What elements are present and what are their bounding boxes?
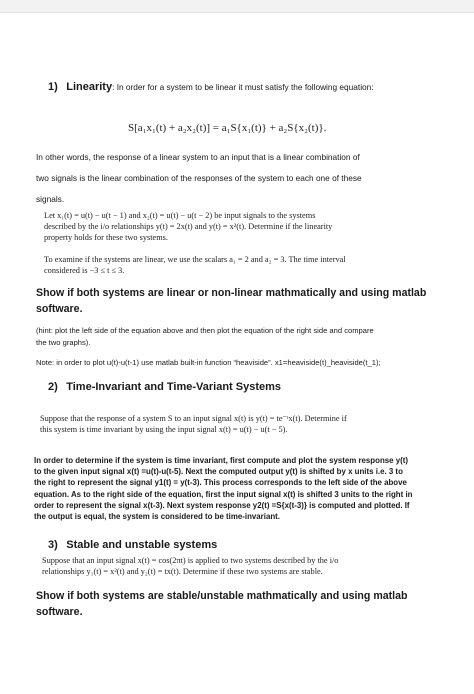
instruction-line: order to represent the signal x(t-3). Next system response y2(t) =S{x(t-3)} is computed and plotted. If: [34, 500, 410, 510]
linearity-paragraph-line2: two signals is the linear combination of the responses of the system to each one of these: [36, 173, 362, 183]
stability-problem-line2: relationships y₁(t) = x²(t) and y₂(t) = tx(t). Determine if these two systems are stable.: [42, 567, 323, 576]
linearity-problem-line2: described by the i/o relationships y(t) = 2x(t) and y(t) = x²(t). Determine if the linearity: [44, 222, 333, 231]
instruction-line: In order to determine if the system is time invariant, first compute and plot the system response y(t): [34, 456, 409, 465]
time-invariance-problem-line2: this system is time invariant by using the input signal x(t) = u(t) − u(t − 5).: [40, 425, 288, 434]
linearity-problem-line3: property holds for these two systems.: [44, 233, 168, 242]
section1-intro: : In order for a system to be linear it must satisfy the following equation:: [112, 82, 374, 92]
section2-number: 2): [48, 381, 58, 393]
linearity-paragraph-line3: signals.: [36, 194, 65, 204]
linearity-paragraph-line1: In other words, the response of a linear system to an input that is a linear combination of: [36, 152, 360, 162]
section3-number: 3): [48, 539, 58, 551]
section3-heading: [48, 535, 217, 553]
linearity-hint-line1: (hint: plot the left side of the equation above and then plot the equation of the right side and compare: [36, 326, 374, 335]
linearity-task-line2: software.: [36, 303, 83, 315]
linearity-scalars-line2: considered is −3 ≤ t ≤ 3.: [44, 266, 125, 275]
section2-title: Time-Invariant and Time-Variant Systems: [66, 381, 282, 393]
linearity-task-line1: Show if both systems are linear or non-linear mathmatically and using matlab: [36, 287, 427, 299]
section3-title: Stable and unstable systems: [66, 539, 218, 551]
linearity-scalars-line1: To examine if the systems are linear, we use the scalars a₁ = 2 and a₂ = 3. The time interval: [44, 255, 346, 264]
linearity-hint-line2: the two graphs).: [36, 338, 91, 347]
instruction-line: the output is equal, the system is considered to be time-invariant.: [34, 512, 280, 522]
time-invariance-problem-line1: Suppose that the response of a system S to an input signal x(t) is y(t) = te⁻ᵗx(t). Determine if: [40, 414, 347, 423]
instruction-line: equation. As to the right side of the equation, first the input signal x(t) is shifted 3 units to the right in: [34, 489, 413, 499]
linearity-problem-line1: Let x₁(t) = u(t) − u(t − 1) and x₂(t) = u(t) − u(t − 2) be input signals to the systems: [44, 211, 316, 220]
section1-title: Linearity: [66, 81, 113, 93]
section1-heading: [48, 77, 374, 95]
stability-task-line1: Show if both systems are stable/unstable mathmatically and using matlab: [36, 590, 408, 602]
stability-problem-line1: Suppose that an input signal x(t) = cos(2πt) is applied to two systems described by the i/o: [42, 556, 339, 565]
heaviside-note: Note: in order to plot u(t)-u(t-1) use matlab built-in function “heaviside”. x1=heaviside(t)_heaviside(t_1);: [36, 358, 381, 367]
section1-number: 1): [48, 81, 58, 93]
linearity-equation: S[a₁x₁(t) + a₂x₂(t)] = a₁S{x₁(t)} + a₂S{x₂(t)}.: [128, 122, 327, 134]
time-invariance-instructions: [34, 455, 412, 522]
instruction-line: the right to represent the signal y1(t) = y(t-3). This process corresponds to the left side of the above: [34, 478, 407, 488]
section2-heading: [48, 377, 281, 395]
instruction-line: to the given input signal x(t) =u(t)-u(t-5). Next the computed output y(t) is shifted by x units i.e. 3 to: [34, 467, 403, 477]
stability-task-line2: software.: [36, 606, 83, 618]
